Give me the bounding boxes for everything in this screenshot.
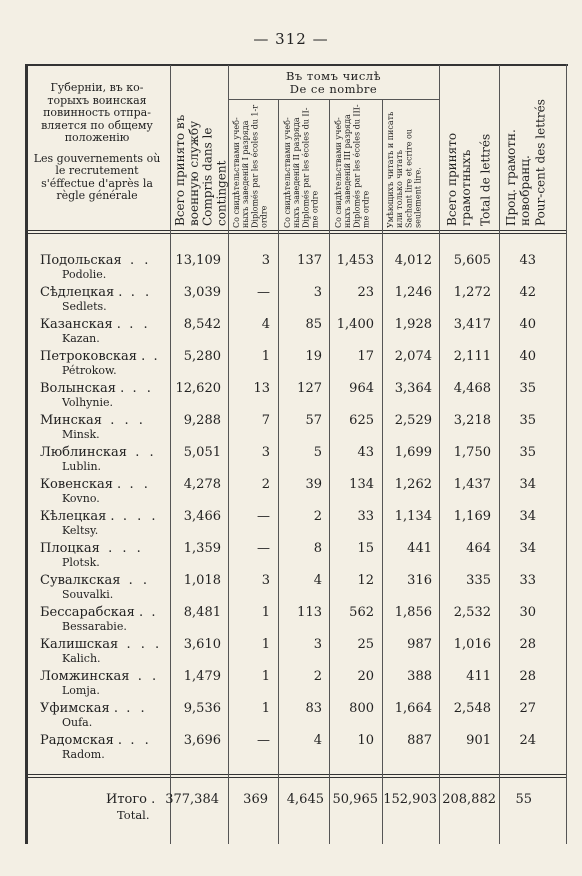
cell-school1: 1 (261, 669, 270, 684)
cell-read-write: 1,246 (394, 285, 432, 300)
cell-school1: 1 (261, 637, 270, 652)
cell-school1: — (257, 733, 270, 748)
total-cell-read-write: 152,903 (383, 792, 437, 807)
cell-percent: 34 (519, 509, 536, 524)
cell-school3: 1,453 (336, 253, 374, 268)
cell-school2: 39 (305, 477, 322, 492)
cell-read-write: 2,074 (394, 349, 432, 364)
cell-school2: 83 (305, 701, 322, 716)
cell-literate: 1,437 (453, 477, 491, 492)
school-2nd-order-header (283, 104, 325, 228)
cell-school1: 13 (253, 381, 270, 396)
of-which-group-header-ru: Въ томъ числѣ (285, 69, 382, 83)
cell-school1: 7 (261, 413, 270, 428)
cell-contingent: 12,620 (175, 381, 221, 396)
cell-school1: 3 (261, 445, 270, 460)
table-row (0, 477, 582, 509)
table-row (0, 285, 582, 317)
governorate-name-text: Казанская . (40, 317, 121, 332)
cell-school2: 4 (313, 573, 322, 588)
cell-literate: 901 (466, 733, 491, 748)
cell-literate: 464 (466, 541, 491, 556)
literacy-percent-header-ru: Проц. грамотн. новобранц. (504, 129, 532, 226)
cell-percent: 40 (519, 317, 536, 332)
cell-school1: — (257, 509, 270, 524)
cell-read-write: 1,699 (394, 445, 432, 460)
cell-school3: 33 (357, 509, 374, 524)
table-row (0, 733, 582, 765)
of-which-group-header (228, 70, 439, 96)
cell-percent: 35 (519, 445, 536, 460)
cell-percent: 28 (519, 669, 536, 684)
cell-school1: — (257, 285, 270, 300)
cell-school2: 113 (297, 605, 322, 620)
cell-school2: 2 (313, 669, 322, 684)
total-literate-header (446, 70, 494, 226)
table-row (0, 701, 582, 733)
cell-literate: 1,750 (453, 445, 491, 460)
total-cell-literate: 208,882 (442, 792, 496, 807)
governorate-name-text: Минская (40, 413, 102, 428)
governorate-name-ru (40, 509, 159, 524)
governorate-name-ru (40, 669, 159, 684)
governorate-name-text: Калишская (40, 637, 119, 652)
cell-contingent: 8,481 (183, 605, 221, 620)
cell-school3: 10 (357, 733, 374, 748)
cell-contingent: 5,280 (183, 349, 221, 364)
governorate-name-text: Радомская . (40, 733, 123, 748)
total-literate-header-fr: Total de lettrés (478, 133, 493, 226)
cell-percent: 42 (519, 285, 536, 300)
cell-contingent: 5,051 (183, 445, 221, 460)
cell-read-write: 1,134 (394, 509, 432, 524)
governorate-header-ru: Губернiи, въ ко-торыхъ воинская повинность отпра-вляется по общему положенiю (41, 81, 153, 144)
governorate-name-fr: Kalich. (62, 652, 101, 665)
can-read-write-header (386, 104, 436, 228)
governorate-name-ru (40, 541, 144, 556)
governorate-name-ru (40, 733, 152, 748)
cell-read-write: 2,529 (394, 413, 432, 428)
cell-contingent: 4,278 (183, 477, 221, 492)
leader-dots: . . (129, 253, 152, 268)
governorate-name-text: Бессарабская . (40, 605, 144, 620)
governorate-name-ru (40, 413, 146, 428)
governorate-name-ru (40, 445, 157, 460)
governorate-name-fr: Volhynie. (62, 396, 113, 409)
governorate-name-text: Ломжинская (40, 669, 130, 684)
cell-school3: 15 (357, 541, 374, 556)
cell-read-write: 1,262 (394, 477, 432, 492)
total-recruited-header (173, 68, 229, 226)
cell-percent: 27 (519, 701, 536, 716)
governorate-name-text: Петроковская . (40, 349, 146, 364)
governorate-name-fr: Souvalki. (62, 588, 114, 601)
leader-dots: . . . (126, 637, 163, 652)
governorate-name-text: Волынская . (40, 381, 125, 396)
total-cell-school2: 4,645 (286, 792, 324, 807)
governorate-name-fr: Bessarabie. (62, 620, 127, 633)
leader-dots: . . (130, 285, 153, 300)
cell-school3: 43 (357, 445, 374, 460)
governorate-name-fr: Kazan. (62, 332, 100, 345)
cell-school3: 964 (349, 381, 374, 396)
total-recruited-header-ru: Всего принято въ военную службу (173, 114, 201, 226)
cell-literate: 2,532 (453, 605, 491, 620)
group-subheader-divider (228, 99, 439, 100)
total-recruited-header-fr: Compris dans le contingent (200, 127, 229, 226)
of-which-group-header-fr: De ce nombre (289, 82, 378, 96)
cell-read-write: 441 (407, 541, 432, 556)
leader-dots: . . (132, 381, 154, 396)
cell-school3: 20 (357, 669, 374, 684)
cell-school2: 2 (313, 509, 322, 524)
governorate-name-text: Сѣдлецкая . (40, 285, 123, 300)
total-cell-contingent: 377,384 (165, 792, 219, 807)
cell-school1: 1 (261, 701, 270, 716)
governorate-name-ru (40, 381, 154, 396)
cell-literate: 2,548 (453, 701, 491, 716)
cell-contingent: 1,018 (183, 573, 221, 588)
total-divider-double (26, 777, 566, 778)
cell-read-write: 388 (407, 669, 432, 684)
governorate-name-fr: Radom. (62, 748, 105, 761)
cell-school2: 5 (313, 445, 322, 460)
total-cell-school3: 50,965 (332, 792, 378, 807)
table-row (0, 637, 582, 669)
leader-dots: . . . (108, 541, 144, 556)
table-row (0, 349, 582, 381)
cell-school2: 8 (313, 541, 322, 556)
cell-contingent: 3,610 (183, 637, 221, 652)
cell-school2: 3 (313, 637, 322, 652)
school-1st-order-header-fr: Diplomés par les écoles du 1-r ordre (250, 104, 269, 228)
cell-contingent: 1,479 (183, 669, 221, 684)
governorate-name-fr: Lublin. (62, 460, 102, 473)
can-read-write-header-ru: Умѣющихъ читать и писать или только читать (386, 111, 405, 228)
table-row (0, 317, 582, 349)
cell-school2: 137 (297, 253, 322, 268)
cell-percent: 40 (519, 349, 536, 364)
table-row (0, 669, 582, 701)
school-3rd-order-header (334, 104, 378, 228)
governorate-name-fr: Pétrokow. (62, 364, 117, 377)
governorate-name-text: Кѣлецкая . (40, 509, 115, 524)
governorate-name-ru (40, 605, 159, 620)
governorate-name-fr: Podolie. (62, 268, 107, 281)
cell-school2: 85 (305, 317, 322, 332)
governorate-name-ru (40, 573, 150, 588)
leader-dots: . . (128, 573, 151, 588)
cell-school2: 57 (305, 413, 322, 428)
governorate-name-ru (40, 477, 151, 492)
cell-percent: 24 (519, 733, 536, 748)
governorate-name-fr: Keltsy. (62, 524, 99, 537)
cell-school3: 1,400 (336, 317, 374, 332)
cell-contingent: 9,288 (183, 413, 221, 428)
cell-school3: 134 (349, 477, 374, 492)
governorate-name-ru (40, 349, 161, 364)
table-row (0, 445, 582, 477)
leader-dots: . (151, 605, 159, 620)
governorate-name-fr: Sedlets. (62, 300, 107, 313)
table-row (0, 413, 582, 445)
leader-dots: . . (126, 701, 148, 716)
cell-percent: 28 (519, 637, 536, 652)
school-2nd-order-header-fr: Diplomés par les écoles du II-me ordre (301, 107, 320, 228)
table-row (0, 541, 582, 573)
cell-read-write: 4,012 (394, 253, 432, 268)
can-read-write-header-fr: Sachant lire et ecrire ou seulement lire. (404, 129, 423, 228)
governorate-name-ru (40, 285, 152, 300)
total-divider (26, 774, 566, 775)
cell-contingent: 3,696 (183, 733, 221, 748)
governorate-name-fr: Plotsk. (62, 556, 100, 569)
cell-school3: 25 (357, 637, 374, 652)
cell-literate: 3,417 (453, 317, 491, 332)
table-row (0, 573, 582, 605)
leader-dots: . (153, 349, 161, 364)
cell-literate: 2,111 (453, 349, 491, 364)
governorate-name-text: Уфимская . (40, 701, 118, 716)
cell-school1: 3 (261, 253, 270, 268)
cell-percent: 34 (519, 541, 536, 556)
table-top-border (26, 64, 568, 66)
governorate-name-text: Подольская (40, 253, 122, 268)
leader-dots: . . (129, 477, 151, 492)
page-number: — 312 — (253, 30, 329, 48)
governorate-name-ru (40, 637, 162, 652)
table-row (0, 605, 582, 637)
governorate-name-text: Люблинская (40, 445, 127, 460)
total-label-fr: Total. (117, 808, 150, 822)
cell-school2: 4 (313, 733, 322, 748)
cell-contingent: 1,359 (183, 541, 221, 556)
cell-percent: 33 (519, 573, 536, 588)
leader-dots: . . (135, 445, 157, 460)
cell-school3: 12 (357, 573, 374, 588)
leader-dots: . . (130, 733, 152, 748)
school-1st-order-header-ru: Со свидѣтельствами учеб-ныхъ заведенiй I разряда (232, 117, 251, 228)
cell-percent: 35 (519, 381, 536, 396)
leader-dots: . . (129, 317, 151, 332)
cell-school3: 23 (357, 285, 374, 300)
cell-school2: 3 (313, 285, 322, 300)
cell-contingent: 9,536 (183, 701, 221, 716)
total-literate-header-ru: Всего принято грамотныхъ (445, 132, 473, 226)
cell-literate: 335 (466, 573, 491, 588)
cell-percent: 34 (519, 477, 536, 492)
literacy-percent-header (505, 70, 561, 226)
cell-percent: 30 (519, 605, 536, 620)
cell-read-write: 3,364 (394, 381, 432, 396)
leader-dots: . . . (110, 413, 146, 428)
cell-school2: 127 (297, 381, 322, 396)
governorate-name-ru (40, 317, 151, 332)
cell-school2: 19 (305, 349, 322, 364)
governorate-name-text: Ковенская . (40, 477, 122, 492)
cell-literate: 411 (466, 669, 491, 684)
school-1st-order-header (232, 104, 274, 228)
governorate-name-text: Сувалкская (40, 573, 121, 588)
governorate-name-fr: Minsk. (62, 428, 100, 441)
cell-school3: 625 (349, 413, 374, 428)
table-row (0, 381, 582, 413)
total-cell-percent: 55 (515, 792, 532, 807)
governorate-header-fr: Les gouvernements où le recrutement s'éffectue d'après la règle générale (33, 151, 161, 202)
cell-contingent: 13,109 (175, 253, 221, 268)
total-label-ru: Итого . (106, 792, 156, 807)
cell-percent: 43 (519, 253, 536, 268)
cell-read-write: 987 (407, 637, 432, 652)
total-cell-school1: 369 (243, 792, 268, 807)
cell-literate: 1,169 (453, 509, 491, 524)
governorate-column-header (32, 82, 162, 203)
cell-literate: 4,468 (453, 381, 491, 396)
literacy-percent-header-fr: Pour-cent des lettrés (533, 99, 548, 226)
cell-read-write: 1,856 (394, 605, 432, 620)
governorate-name-fr: Oufa. (62, 716, 93, 729)
leader-dots: . . (137, 669, 160, 684)
governorate-name-text: Плоцкая (40, 541, 100, 556)
cell-school1: 4 (261, 317, 270, 332)
cell-school1: 1 (261, 605, 270, 620)
cell-school1: — (257, 541, 270, 556)
school-3rd-order-header-ru: Со свидѣтельствами учеб-ныхъ заведенiй III разряда (334, 114, 353, 228)
cell-school3: 562 (349, 605, 374, 620)
cell-read-write: 316 (407, 573, 432, 588)
cell-read-write: 1,928 (394, 317, 432, 332)
header-divider (26, 230, 566, 231)
cell-read-write: 1,664 (394, 701, 432, 716)
table-row (0, 509, 582, 541)
cell-literate: 3,218 (453, 413, 491, 428)
cell-read-write: 887 (407, 733, 432, 748)
table-row (0, 253, 582, 285)
school-3rd-order-header-fr: Diplomés par les écoles du III-me ordre (352, 104, 371, 228)
cell-literate: 1,272 (453, 285, 491, 300)
governorate-name-ru (40, 253, 151, 268)
governorate-name-fr: Kovno. (62, 492, 100, 505)
cell-school3: 17 (357, 349, 374, 364)
cell-contingent: 3,466 (183, 509, 221, 524)
total-row (0, 792, 582, 824)
cell-contingent: 8,542 (183, 317, 221, 332)
cell-school3: 800 (349, 701, 374, 716)
cell-literate: 1,016 (453, 637, 491, 652)
school-2nd-order-header-ru: Со свидѣтельствами учеб-ныхъ заведенiй II разряда (283, 117, 302, 228)
governorate-name-ru (40, 701, 148, 716)
cell-contingent: 3,039 (183, 285, 221, 300)
leader-dots: . . . (122, 509, 159, 524)
cell-school1: 2 (261, 477, 270, 492)
header-divider-double (26, 233, 566, 234)
cell-school1: 1 (261, 349, 270, 364)
cell-literate: 5,605 (453, 253, 491, 268)
cell-school1: 3 (261, 573, 270, 588)
governorate-name-fr: Lomja. (62, 684, 100, 697)
cell-percent: 35 (519, 413, 536, 428)
